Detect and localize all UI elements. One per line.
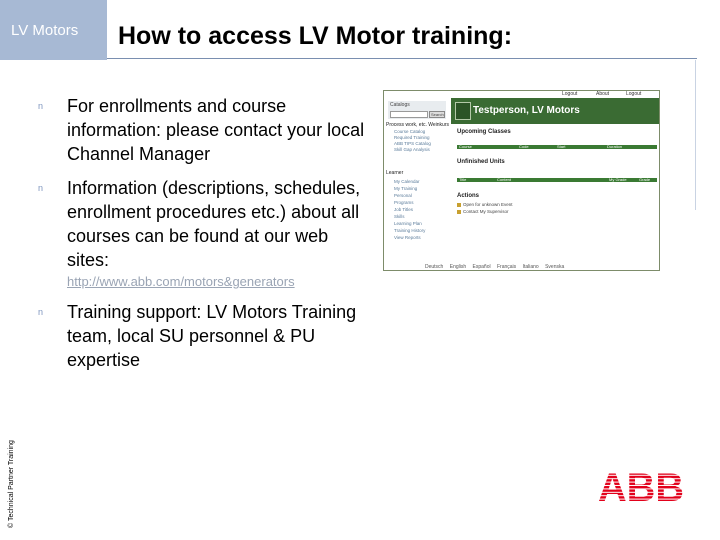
site-link: My Training xyxy=(394,186,418,191)
site-link: View Reports xyxy=(394,235,421,240)
section-tab xyxy=(0,0,107,60)
site-action-label: Open for unknown Event xyxy=(463,202,513,207)
site-link: Learning Plan xyxy=(394,221,422,226)
site-language: Svenska xyxy=(545,264,565,270)
site-col: Code xyxy=(519,144,529,149)
site-action-label: Contact My Supervisor xyxy=(463,209,509,214)
site-link: Skill Gap Analysis xyxy=(394,147,430,152)
copyright-vertical: © Technical Partner Training xyxy=(8,440,15,528)
site-link: Programs xyxy=(394,200,414,205)
website-screenshot xyxy=(383,90,660,271)
site-search-input xyxy=(390,111,428,118)
site-link: Course Catalog xyxy=(394,129,426,134)
site-left-panel xyxy=(384,98,450,271)
site-header-band xyxy=(451,98,660,124)
site-top-link: Logout xyxy=(626,91,642,97)
bullet-marker: n xyxy=(38,307,44,317)
abb-logo xyxy=(598,469,684,503)
bullet-text-support: Training support: LV Motors Training team, local SU personnel & PU expertise xyxy=(67,302,357,370)
site-link: Skills xyxy=(394,214,405,219)
site-upcoming-header-bar xyxy=(457,145,657,149)
site-search-box xyxy=(388,101,446,119)
abb-logo-text: ABB xyxy=(598,469,684,503)
site-link: ABB TIPS Catalog xyxy=(394,141,431,146)
site-upcoming-title: Upcoming Classes xyxy=(457,129,511,135)
site-search-button-label: Search xyxy=(431,112,444,117)
site-top-link: Logout xyxy=(562,91,578,97)
site-top-nav xyxy=(384,91,659,98)
site-link: Required Training xyxy=(394,135,430,140)
slide-title: How to access LV Motor training: xyxy=(118,22,513,50)
site-language: Français xyxy=(497,264,517,270)
site-actions-title: Actions xyxy=(457,193,480,199)
site-unfinished-header-bar xyxy=(457,178,657,182)
site-col: Grade xyxy=(639,177,651,182)
site-language: Español xyxy=(472,264,491,270)
bullet-marker: n xyxy=(38,101,44,111)
right-divider xyxy=(695,60,696,210)
site-language-bar xyxy=(425,264,569,270)
title-divider xyxy=(107,58,697,59)
bullet-text-enrollments: For enrollments and course information: please contact your local Channel Manager xyxy=(67,96,365,164)
site-link: Training History xyxy=(394,228,426,233)
site-link: Personal xyxy=(394,193,412,198)
site-col: My Grade xyxy=(609,177,627,182)
web-link[interactable]: http://www.abb.com/motors&generators xyxy=(67,274,295,289)
site-link: My Calendar xyxy=(394,179,420,184)
site-box2-title: Learner xyxy=(386,170,404,176)
site-name: Testperson, LV Motors xyxy=(473,105,580,116)
site-col: Duration xyxy=(607,144,623,149)
bullet-text-information: Information (descriptions, schedules, enrollment procedures etc.) about all courses can be found at our web sites: xyxy=(67,178,361,270)
site-col: Start xyxy=(557,144,566,149)
site-action xyxy=(457,209,509,214)
site-unfinished-title: Unfinished Units xyxy=(457,159,505,165)
site-link: Job Titles xyxy=(394,207,414,212)
site-box-title: Process work, etc. Weinkurs xyxy=(386,122,449,128)
site-top-link: About xyxy=(596,91,610,97)
site-language: Italiano xyxy=(522,264,539,270)
site-language: Deutsch xyxy=(425,264,444,270)
site-action xyxy=(457,202,513,207)
site-col: Title xyxy=(459,177,467,182)
section-label: LV Motors xyxy=(11,22,79,39)
site-col: Course xyxy=(459,144,472,149)
site-avatar xyxy=(455,102,471,120)
site-col: Content xyxy=(497,177,512,182)
site-language: English xyxy=(449,264,467,270)
bullet-marker: n xyxy=(38,183,44,193)
site-search-title: Catalogs xyxy=(390,102,410,108)
site-search-button xyxy=(429,111,445,118)
